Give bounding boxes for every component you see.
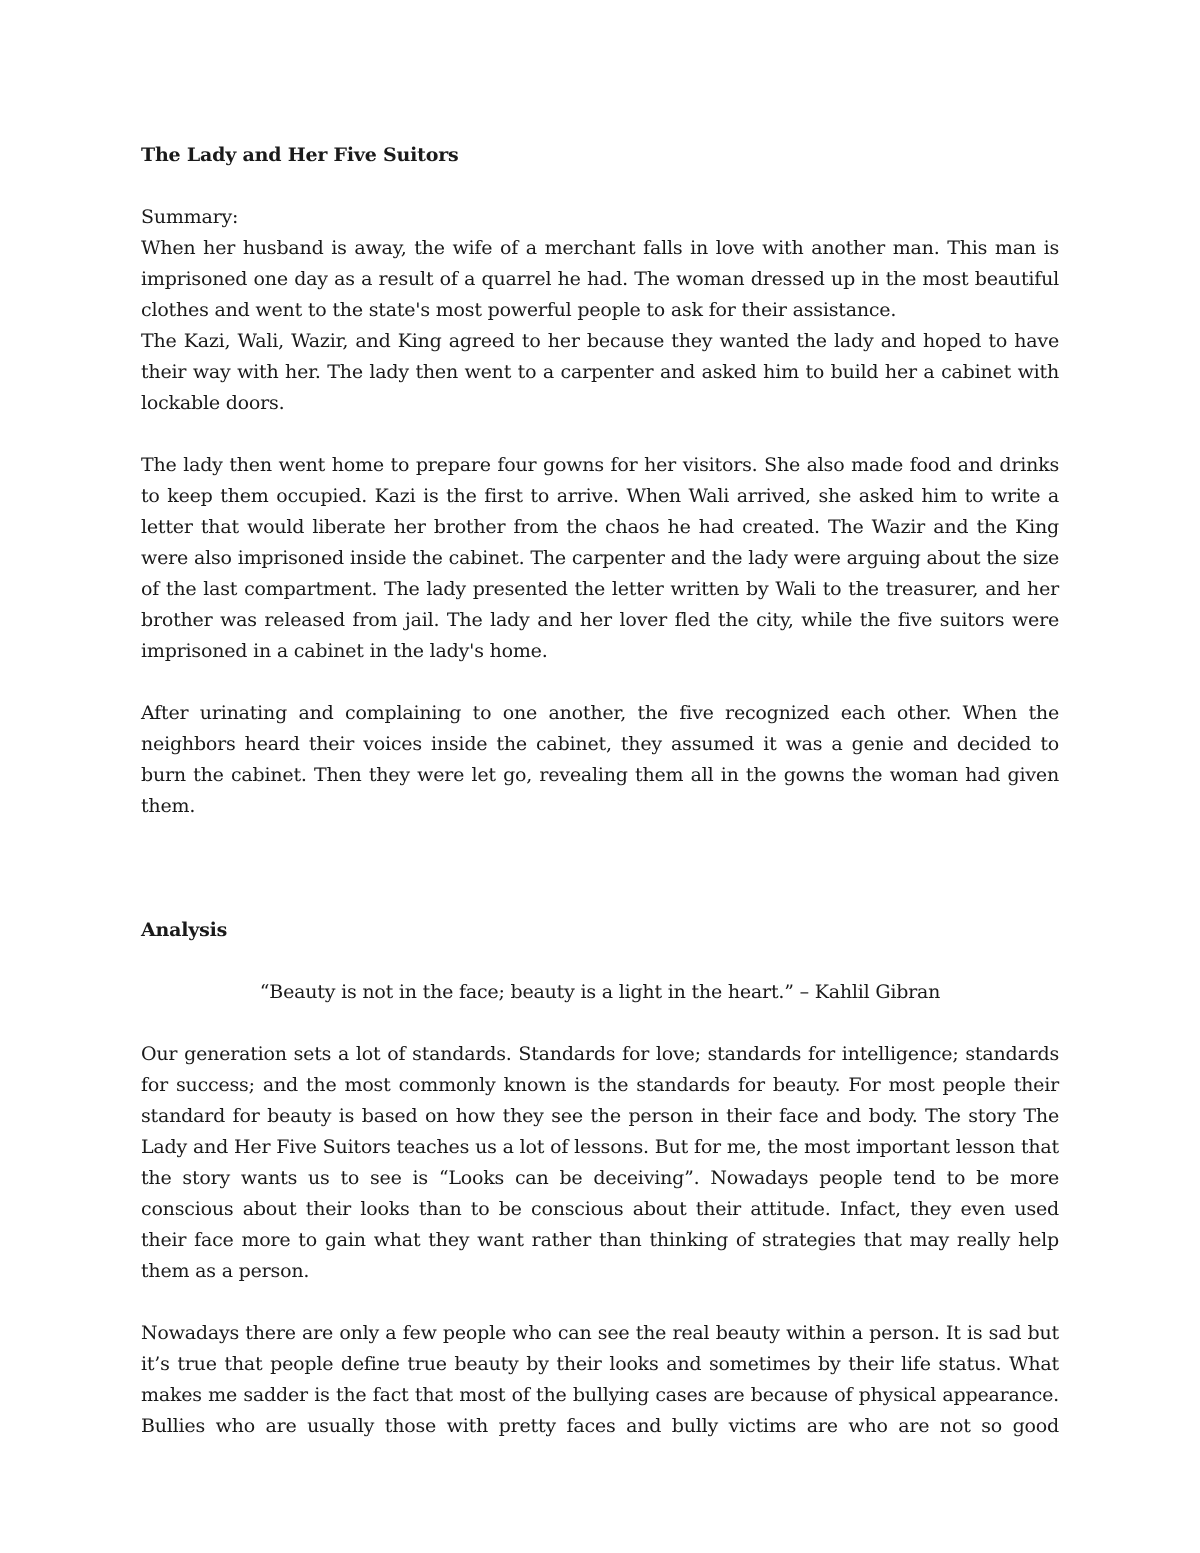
summary-paragraph-4: After urinating and complaining to one another, the five recognized each other. When the neighbors heard their voices inside the cabinet, they assumed it was a genie and decided to burn the cabinet. Then they were let go, revealing them all in the gowns the woman had given them. [141,702,1059,817]
analysis-paragraph-1: Our generation sets a lot of standards. Standards for love; standards for intelligence; standards for success; and the most commonly known is the standards for beauty. For most people their standard for beauty is based on how they see the person in their face and body. The story The Lady and Her Five Suitors teaches us a lot of lessons. But for me, the most important lesson that the story wants us to see is “Looks can be deceiving”. Nowadays people tend to be more conscious about their looks than to be conscious about their attitude. Infact, they even used their face more to gain what they want rather than thinking of strategies that may really help them as a person. [141,1043,1059,1282]
analysis-heading: Analysis [141,919,228,941]
summary-paragraph-3: The lady then went home to prepare four gowns for her visitors. She also made food and drinks to keep them occupied. Kazi is the first to arrive. When Wali arrived, she asked him to write a letter that would liberate her brother from the chaos he had created. The Wazir and the King were also imprisoned inside the cabinet. The carpenter and the lady were arguing about the size of the last compartment. The lady presented the letter written by Wali to the treasurer, and her brother was released from jail. The lady and her lover fled the city, while the five suitors were imprisoned in a cabinet in the lady's home. [141,454,1059,662]
document-title: The Lady and Her Five Suitors [141,144,459,166]
document-page [141,140,1059,1442]
summary-label: Summary: [141,206,239,228]
spacer [141,1008,1059,1039]
epigraph-quote: “Beauty is not in the face; beauty is a light in the heart.” – Kahlil Gibran [259,981,941,1003]
spacer [141,822,1059,915]
spacer [141,946,1059,977]
spacer [141,1287,1059,1318]
spacer [141,171,1059,202]
summary-paragraph-2: The Kazi, Wali, Wazir, and King agreed to her because they wanted the lady and hoped to have their way with her. The lady then went to a carpenter and asked him to build her a cabinet with lockable doors. [141,330,1059,414]
analysis-paragraph-2: Nowadays there are only a few people who can see the real beauty within a person. It is sad but it’s true that people define true beauty by their looks and sometimes by their life status. What makes me sadder is the fact that most of the bullying cases are because of physical appearance. Bullies who are usually those with pretty faces and bully victims are who are not so good [141,1322,1059,1437]
spacer [141,419,1059,450]
spacer [141,667,1059,698]
summary-paragraph-1: When her husband is away, the wife of a merchant falls in love with another man. This man is imprisoned one day as a result of a quarrel he had. The woman dressed up in the most beautiful clothes and went to the state's most powerful people to ask for their assistance. [141,237,1059,321]
